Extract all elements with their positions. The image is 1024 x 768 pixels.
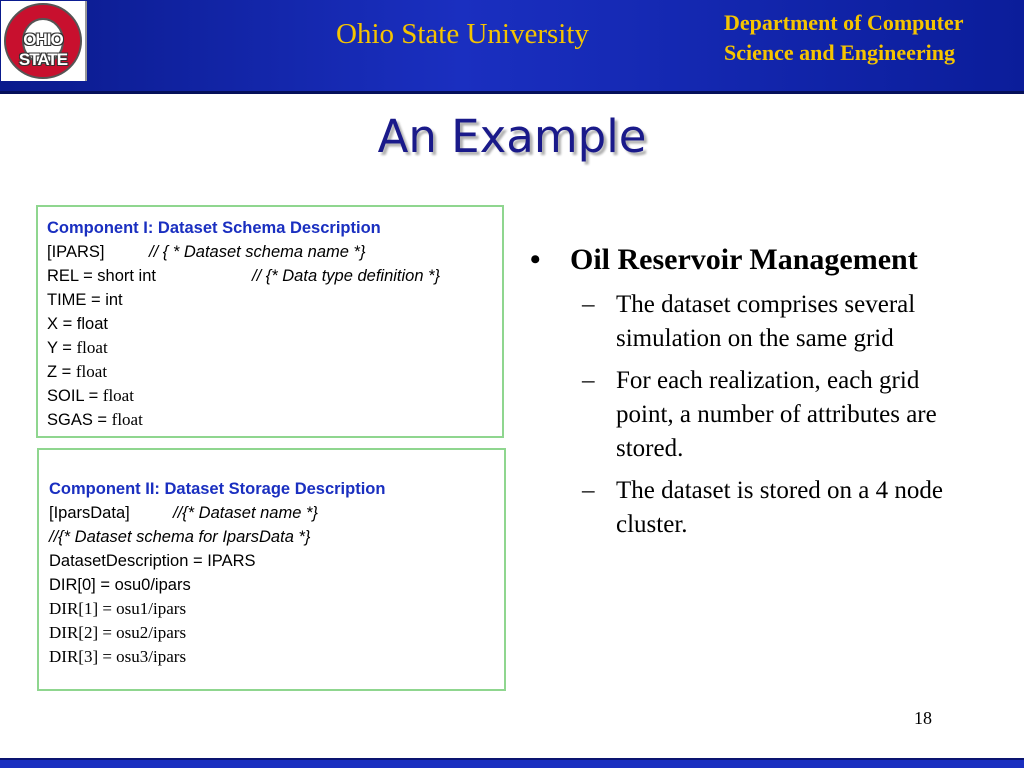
code-comment: // {* Data type definition *} — [252, 267, 441, 285]
dash-marker: – — [582, 477, 595, 504]
code-line — [47, 360, 502, 384]
code-text: [IparsData] — [49, 504, 130, 522]
slide-title: An Example — [377, 110, 647, 163]
code-line — [49, 525, 504, 549]
code-text: SOIL = — [47, 387, 103, 405]
code-type: float — [75, 362, 108, 381]
code-text: [IPARS] — [47, 243, 105, 261]
code-comment: // { * Dataset schema name *} — [149, 243, 366, 261]
code-line: TIME = int — [47, 291, 123, 309]
code-line: X = float — [47, 315, 108, 333]
sub-bullet — [530, 474, 976, 542]
code-line: DIR[3] = osu3/ipars — [49, 647, 187, 666]
code-text: SGAS = — [47, 411, 112, 429]
code-line — [49, 501, 504, 525]
sub-bullet — [530, 364, 976, 466]
header-band — [0, 0, 1024, 94]
code-comment: //{* Dataset schema for IparsData *} — [49, 528, 311, 546]
code-comment: //{* Dataset name *} — [173, 504, 318, 522]
sub-bullet-text: The dataset comprises several simulation on the same grid — [616, 291, 916, 352]
code-line — [47, 264, 502, 288]
code-line — [47, 240, 502, 264]
dash-marker: – — [582, 291, 595, 318]
code-line — [47, 384, 502, 408]
code-type: float — [111, 410, 143, 429]
code-line — [47, 336, 502, 360]
sub-bullet-text: The dataset is stored on a 4 node cluster. — [616, 477, 943, 538]
osu-logo — [1, 1, 87, 81]
code-line — [47, 408, 502, 432]
footer-band — [0, 758, 1024, 768]
component2-box — [37, 448, 506, 691]
code-line: DIR[0] = osu0/ipars — [49, 576, 191, 594]
department-line-1: Department of Computer — [724, 10, 964, 35]
bullet-text: Oil Reservoir Management — [570, 243, 918, 276]
department-name — [724, 8, 1020, 68]
code-line: DIR[2] = osu2/ipars — [49, 623, 187, 642]
component1-box — [36, 205, 504, 438]
university-name: Ohio State University — [336, 18, 589, 50]
code-text: Z = — [47, 363, 76, 381]
page-number: 18 — [914, 708, 932, 728]
sub-bullet — [530, 288, 976, 356]
code-line: DatasetDescription = IPARS — [49, 552, 256, 570]
component1-heading: Component I: Dataset Schema Description — [47, 219, 381, 237]
bullet-item — [530, 240, 990, 280]
code-text: REL = short int — [47, 267, 156, 285]
bullet-marker: • — [530, 243, 541, 276]
code-text: Y = — [47, 339, 77, 357]
bullet-list — [530, 240, 990, 542]
department-line-2: Science and Engineering — [724, 40, 956, 65]
sub-bullet-text: For each realization, each grid point, a number of attributes are stored. — [616, 367, 937, 462]
code-type: float — [76, 338, 108, 357]
code-line: DIR[1] = osu1/ipars — [49, 599, 187, 618]
logo-word: OHIO STATE — [18, 30, 68, 69]
component2-heading: Component II: Dataset Storage Description — [49, 480, 386, 498]
code-type: float — [102, 386, 134, 405]
dash-marker: – — [582, 367, 595, 394]
